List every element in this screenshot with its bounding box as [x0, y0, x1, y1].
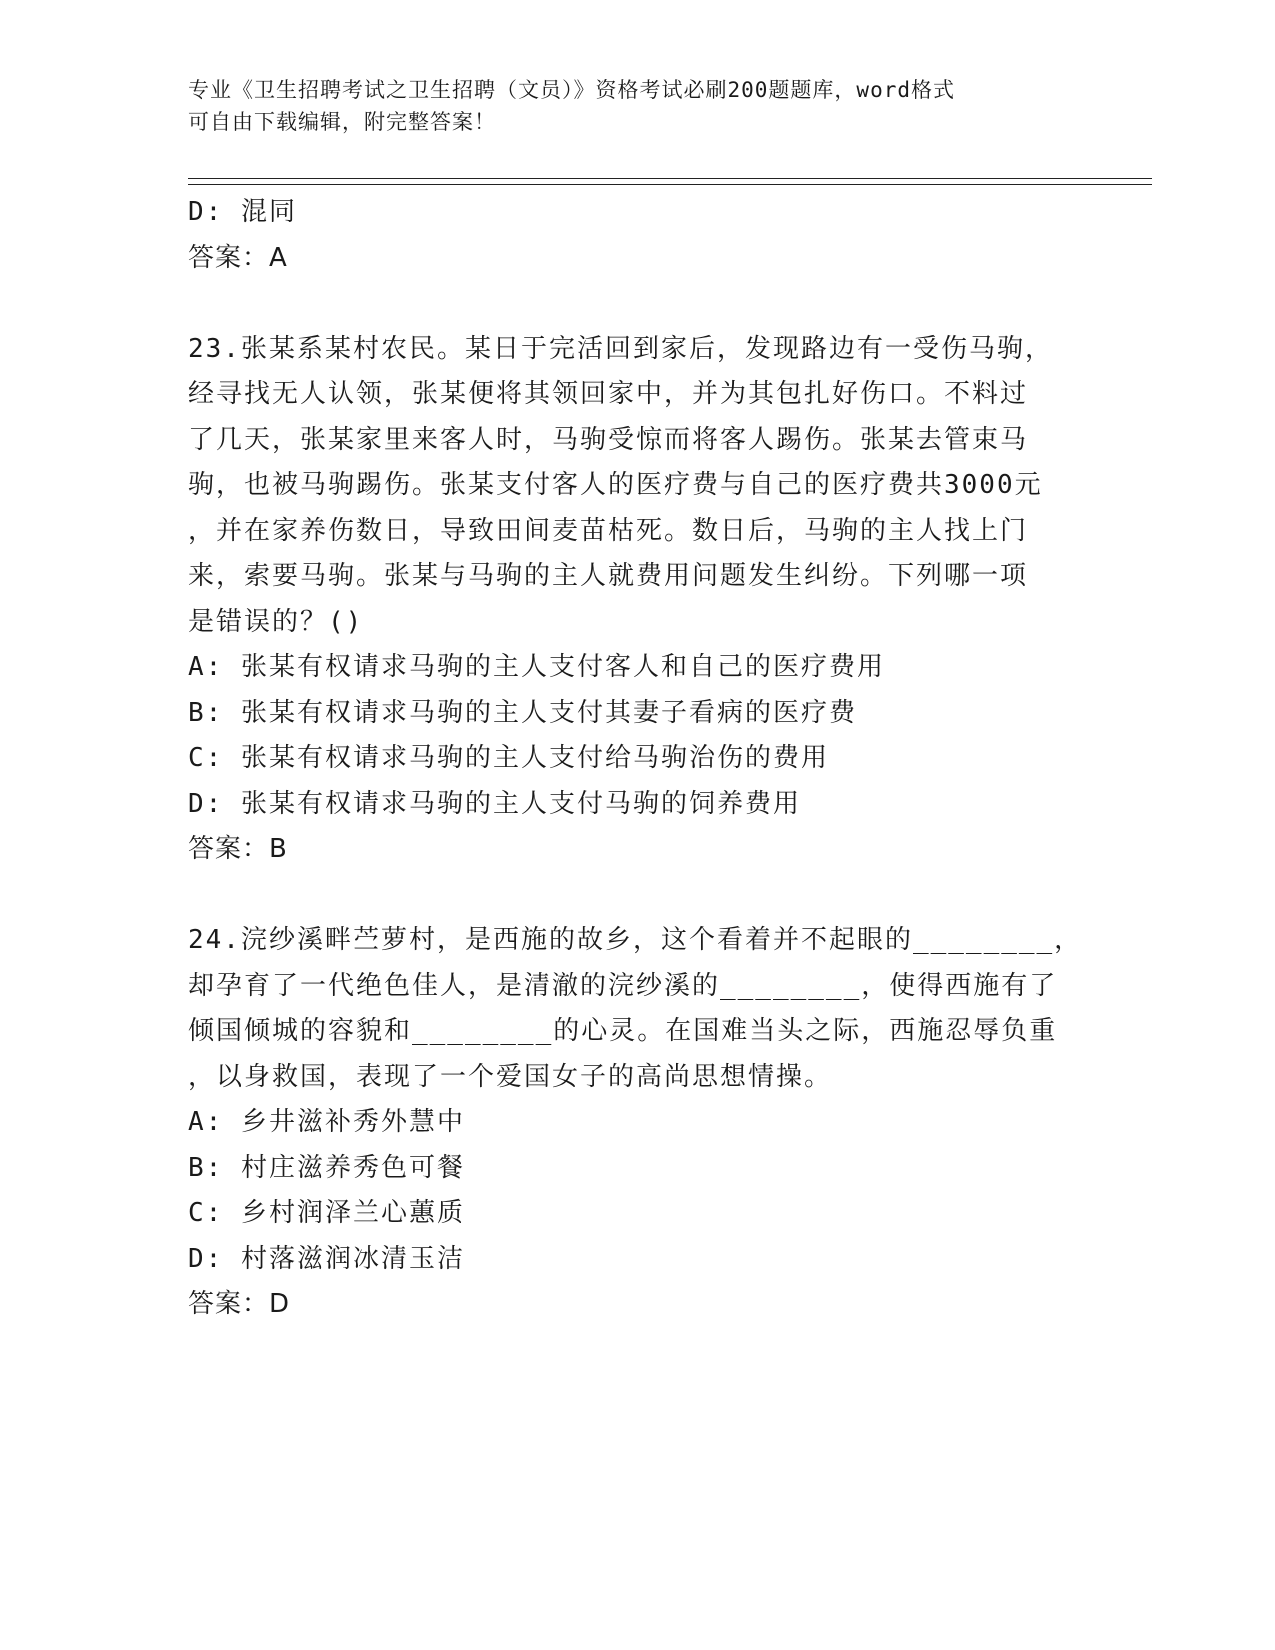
option-a: A: 张某有权请求马驹的主人支付客人和自己的医疗费用 [188, 652, 885, 682]
header-line-1: 专业《卫生招聘考试之卫生招聘（文员）》资格考试必刷200题题库，word格式 [188, 78, 955, 102]
page-header [188, 74, 1068, 138]
option-d: D: 村落滋润冰清玉洁 [188, 1243, 465, 1274]
header-divider [188, 178, 1152, 185]
question-text-line: ，并在家养伤数日，导致田间麦苗枯死。数日后，马驹的主人找上门 [188, 515, 1029, 546]
option-a: A: 乡井滋补秀外慧中 [188, 1107, 465, 1137]
question-text-line: 是错误的？() [188, 606, 364, 637]
option-d: D: 混同 [188, 197, 297, 227]
answer-line: 答案：D [188, 1289, 291, 1319]
option-c: C: 乡村润泽兰心蕙质 [188, 1198, 465, 1228]
question-text-line: 经寻找无人认领，张某便将其领回家中，并为其包扎好伤口。不料过 [188, 379, 1029, 409]
question-text-line: ，以身救国，表现了一个爱国女子的高尚思想情操。 [188, 1061, 833, 1092]
answer-line: 答案：B [188, 834, 288, 864]
option-c: C: 张某有权请求马驹的主人支付给马驹治伤的费用 [188, 743, 829, 773]
question-text-line: 来，索要马驹。张某与马驹的主人就费用问题发生纠纷。下列哪一项 [188, 561, 1029, 591]
question-text-line: 驹，也被马驹踢伤。张某支付客人的医疗费与自己的医疗费共3000元 [188, 470, 1043, 500]
header-line-2: 可自由下载编辑，附完整答案！ [188, 110, 496, 134]
document-body [188, 190, 1083, 1328]
option-d: D: 张某有权请求马驹的主人支付马驹的饲养费用 [188, 788, 801, 819]
question-text-line: 24.浣纱溪畔苎萝村，是西施的故乡，这个看着并不起眼的________， [188, 925, 1083, 955]
option-b: B: 张某有权请求马驹的主人支付其妻子看病的医疗费 [188, 697, 857, 728]
question-text-line: 了几天，张某家里来客人时，马驹受惊而将客人踢伤。张某去管束马 [188, 424, 1029, 455]
question-23 [188, 327, 1068, 873]
question-text-line: 倾国倾城的容貌和________的心灵。在国难当头之际，西施忍辱负重 [188, 1016, 1058, 1046]
question-text-line: 却孕育了一代绝色佳人，是清澈的浣纱溪的________，使得西施有了 [188, 970, 1058, 1001]
question-text-line: 23.张某系某村农民。某日于完活回到家后，发现路边有一受伤马驹， [188, 333, 1053, 364]
option-b: B: 村庄滋养秀色可餐 [188, 1152, 465, 1183]
answer-line: 答案：A [188, 242, 288, 273]
spacer [188, 873, 1068, 919]
spacer [188, 281, 1068, 327]
question-24 [188, 918, 1083, 1328]
